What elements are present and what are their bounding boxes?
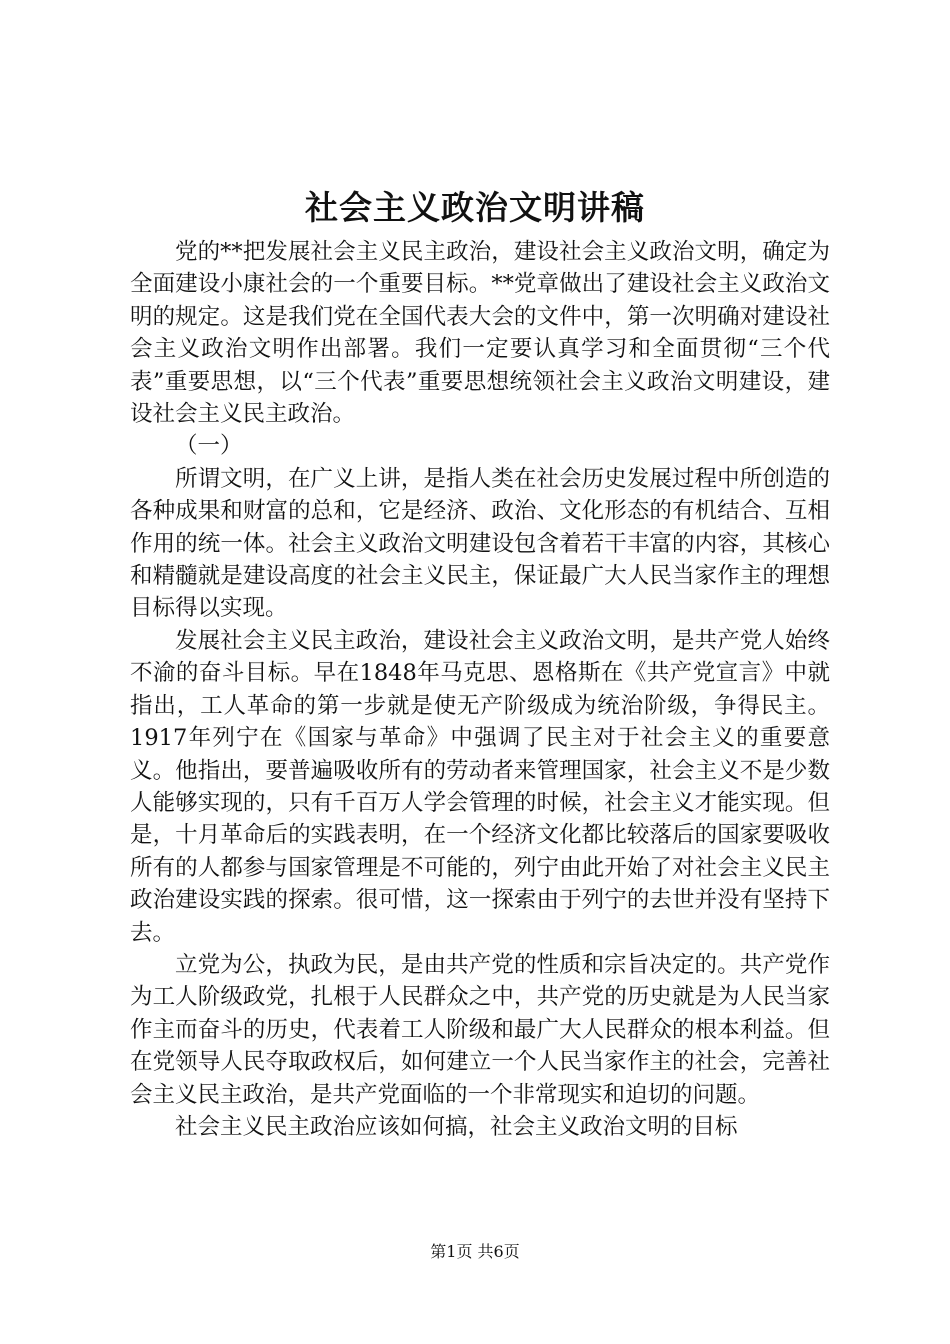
page-number-footer: 第1页 共6页 (430, 1242, 520, 1261)
paragraph-intro: 党的**把发展社会主义民主政治，建设社会主义政治文明，确定为全面建设小康社会的一个重要目标。**党章做出了建设社会主义政治文明的规定。这是我们党在全国代表大会的文件中，第一次明确对建设社会主义政治文明作出部署。我们一定要认真学习和全面贯彻“三个代表”重要思想，以“三个代表”重要思想统领社会主义政治文明建设，建设社会主义民主政治。 (130, 239, 830, 428)
section-heading-1: （一） (175, 433, 243, 460)
document-body (130, 236, 830, 1143)
paragraph-civilization-definition: 所谓文明，在广义上讲，是指人类在社会历史发展过程中所创造的各种成果和财富的总和，它是经济、政治、文化形态的有机结合、互相作用的统一体。社会主义政治文明建设包含着若干丰富的内容，其核心和精髓就是建设高度的社会主义民主，保证最广大人民当家作主的理想目标得以实现。 (130, 465, 830, 622)
paragraph-history: 发展社会主义民主政治，建设社会主义政治文明，是共产党人始终不渝的奋斗目标。早在1848年马克思、恩格斯在《共产党宣言》中就指出，工人革命的第一步就是使无产阶级成为统治阶级，争得民主。1917年列宁在《国家与革命》中强调了民主对于社会主义的重要意义。他指出，要普遍吸收所有的劳动者来管理国家，社会主义不是少数人能够实现的，只有千百万人学会管理的时候，社会主义才能实现。但是，十月革命后的实践表明，在一个经济文化都比较落后的国家要吸收所有的人都参与国家管理是不可能的，列宁由此开始了对社会主义民主政治建设实践的探索。很可惜，这一探索由于列宁的去世并没有坚持下去。 (130, 627, 830, 946)
paragraph-party-purpose: 立党为公，执政为民，是由共产党的性质和宗旨决定的。共产党作为工人阶级政党，扎根于人民群众之中，共产党的历史就是为人民当家作主而奋斗的历史，代表着工人阶级和最广大人民群众的根本利益。但在党领导人民夺取政权后，如何建立一个人民当家作主的社会，完善社会主义民主政治，是共产党面临的一个非常现实和迫切的问题。 (130, 951, 830, 1108)
document-title: 社会主义政治文明讲稿 (305, 188, 645, 227)
paragraph-continued: 社会主义民主政治应该如何搞，社会主义政治文明的目标 (175, 1113, 738, 1140)
